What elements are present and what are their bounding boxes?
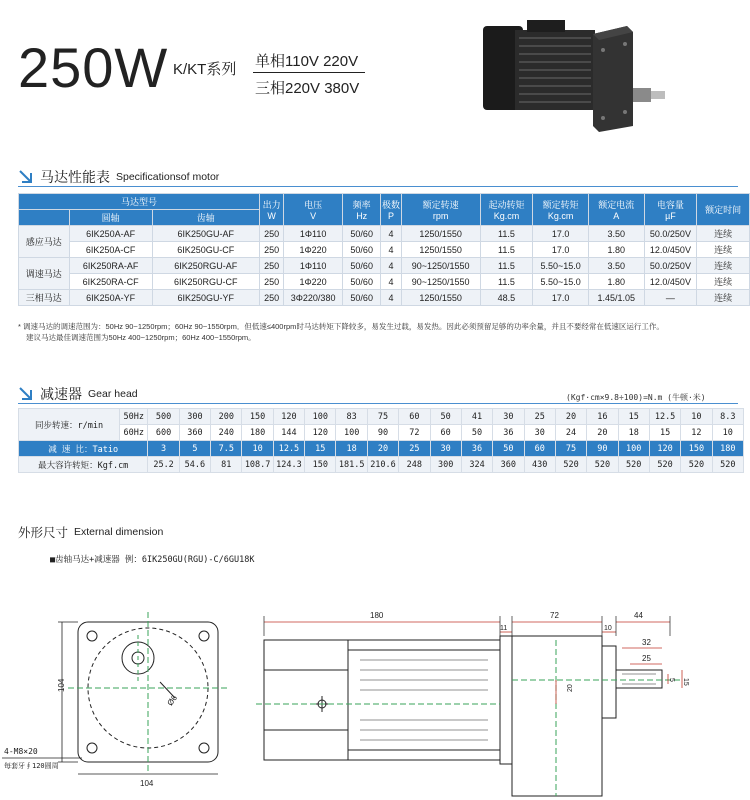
ratio-row-cell: 20 (367, 441, 398, 457)
torque-row-cell: 108.7 (242, 457, 273, 473)
speed-60-row-cell: 144 (273, 425, 304, 441)
header-poles: 极数 P (381, 194, 401, 226)
speed-50-row-cell: 20 (555, 409, 586, 425)
speed-60-row-cell: 10 (712, 425, 743, 441)
speed-60-row-cell: 50 (461, 425, 492, 441)
dim-32: 32 (642, 638, 651, 647)
torque-row-cell: 520 (587, 457, 618, 473)
spec-row (19, 274, 750, 290)
torque-row-cell: 124.3 (273, 457, 304, 473)
spec-group-label: 三相马达 (19, 290, 70, 306)
spec-cell-gear: 6IK250GU-AF (152, 226, 259, 242)
spec-cell-current: 1.80 (588, 274, 644, 290)
speed-60-row-cell: 90 (367, 425, 398, 441)
spec-cell-power: 250 (259, 258, 283, 274)
spec-cell-round: 6IK250A-AF (69, 226, 152, 242)
speed-60-row-cell: 100 (336, 425, 367, 441)
dim-20: 20 (567, 684, 574, 692)
motor-section-heading (18, 167, 219, 187)
bolt-label: 4-M8×20 (4, 747, 38, 756)
dim-44: 44 (634, 611, 643, 620)
speed-50-row-hz: 50Hz (120, 409, 148, 425)
ratio-row-cell: 18 (336, 441, 367, 457)
ratio-row-cell: 180 (712, 441, 743, 457)
voltage-three: 三相220V 380V (255, 80, 360, 97)
ratio-row-cell: 30 (430, 441, 461, 457)
torque-row-cell: 324 (461, 457, 492, 473)
spec-cell-speed: 90~1250/1550 (401, 274, 480, 290)
spec-cell-gear: 6IK250RGU-CF (152, 274, 259, 290)
header-power: 出力 W (259, 194, 283, 226)
speed-60-row-cell: 30 (524, 425, 555, 441)
arrow-down-right-icon (18, 387, 34, 401)
torque-row-label: 最大容许转矩：Kgf.cm (19, 457, 148, 473)
spec-cell-voltage: 3Φ220/380 (284, 290, 343, 306)
speed-60-row-cell: 18 (618, 425, 649, 441)
ratio-row-cell: 36 (461, 441, 492, 457)
gear-section-subtitle: Gear head (88, 388, 138, 400)
speed-50-row-cell: 83 (336, 409, 367, 425)
motor-section-title: 马达性能表 (40, 169, 110, 185)
ratio-row-cell: 10 (242, 441, 273, 457)
ratio-row-cell: 100 (618, 441, 649, 457)
speed-60-row-cell: 12 (681, 425, 712, 441)
ratio-row-cell: 50 (493, 441, 524, 457)
speed-60-row-cell: 60 (430, 425, 461, 441)
spec-cell-cap: 12.0/450V (644, 274, 697, 290)
dimension-section-subtitle: External dimension (74, 526, 164, 538)
header-model: 马达型号 (19, 194, 260, 210)
speed-50-row-cell: 41 (461, 409, 492, 425)
spec-cell-current: 1.45/1.05 (588, 290, 644, 306)
torque-row-cell: 81 (211, 457, 242, 473)
spec-cell-current: 1.80 (588, 242, 644, 258)
spec-cell-time: 连续 (697, 226, 750, 242)
header-rated-current: 额定电流 A (588, 194, 644, 226)
spec-cell-rated: 5.50~15.0 (533, 258, 589, 274)
spec-cell-rated: 17.0 (533, 242, 589, 258)
speed-50-row-cell: 12.5 (649, 409, 680, 425)
voltage-divider (253, 72, 365, 73)
speed-60-row-cell: 72 (399, 425, 430, 441)
spec-cell-poles: 4 (381, 274, 401, 290)
speed-60-row-cell: 20 (587, 425, 618, 441)
dimension-section-heading (18, 523, 163, 541)
spec-cell-freq: 50/60 (342, 258, 380, 274)
gear-unit-note: (Kgf·cm×9.8÷100)=N.m (牛顿·米) (566, 393, 706, 402)
spec-cell-rated: 17.0 (533, 290, 589, 306)
spec-cell-voltage: 1Φ220 (284, 242, 343, 258)
speed-note: * 调速马达的调速范围为：50Hz 90~1250rpm；60Hz 90~1550rpm．但低速≤400rpm时马达转矩下降较多，易发生过载，易发热。因此必须预留足够的功率余量，并且不要经常在低速区运行工作。 (18, 322, 664, 331)
spec-cell-round: 6IK250RA-CF (69, 274, 152, 290)
header-rated-time: 额定时间 (697, 194, 750, 226)
speed-60-row-cell: 120 (305, 425, 336, 441)
spec-cell-gear: 6IK250RGU-AF (152, 258, 259, 274)
front-width-label: 104 (140, 779, 154, 788)
speed-50-row-cell: 300 (179, 409, 210, 425)
front-height-label: 104 (57, 678, 66, 692)
spec-cell-cap: 50.0/250V (644, 258, 697, 274)
speed-60-row-cell: 360 (179, 425, 210, 441)
torque-row-cell: 210.6 (367, 457, 398, 473)
ratio-row (19, 441, 744, 457)
speed-50-row-cell: 100 (305, 409, 336, 425)
speed-60-row-hz: 60Hz (120, 425, 148, 441)
spec-cell-cap: — (644, 290, 697, 306)
spec-cell-time: 连续 (697, 258, 750, 274)
speed-50-row-label: 同步转速：r/min (19, 409, 120, 441)
spec-cell-poles: 4 (381, 226, 401, 242)
gear-table (18, 408, 744, 473)
dimension-caption: ■齿轴马达+减速器 例：6IK250GU(RGU)-C/6GU18K (50, 555, 255, 565)
spec-cell-time: 连续 (697, 242, 750, 258)
speed-50-row-cell: 25 (524, 409, 555, 425)
spec-cell-freq: 50/60 (342, 290, 380, 306)
torque-row-cell: 25.2 (148, 457, 179, 473)
spec-cell-freq: 50/60 (342, 274, 380, 290)
speed-60-row-cell: 24 (555, 425, 586, 441)
speed-50-row-cell: 30 (493, 409, 524, 425)
spec-cell-cap: 12.0/450V (644, 242, 697, 258)
speed-60-row-cell: 180 (242, 425, 273, 441)
speed-50-row-cell: 500 (148, 409, 179, 425)
gear-section-rule (18, 403, 738, 404)
ratio-row-cell: 12.5 (273, 441, 304, 457)
spec-cell-speed: 1250/1550 (401, 290, 480, 306)
ratio-row-cell: 7.5 (211, 441, 242, 457)
shaft-phi-label: Ø6 (165, 693, 180, 708)
header-freq: 频率 Hz (342, 194, 380, 226)
ratio-row-cell: 3 (148, 441, 179, 457)
spec-cell-speed: 1250/1550 (401, 242, 480, 258)
motor-spec-table (18, 193, 750, 306)
gear-section-heading (18, 384, 138, 404)
speed-note-2: 建议马达最佳调速范围为50Hz 400~1250rpm；60Hz 400~1550rpm。 (26, 333, 256, 342)
speed-60-row-cell: 36 (493, 425, 524, 441)
speed-60-row-cell: 15 (649, 425, 680, 441)
dim-72: 72 (550, 611, 559, 620)
torque-row-cell: 520 (649, 457, 680, 473)
spec-cell-freq: 50/60 (342, 226, 380, 242)
series-label: K/KT系列 (173, 61, 237, 78)
arrow-down-right-icon (18, 170, 34, 184)
spec-cell-rated: 5.50~15.0 (533, 274, 589, 290)
spec-cell-voltage: 1Φ110 (284, 258, 343, 274)
power-title: 250W (18, 36, 169, 99)
spec-cell-power: 250 (259, 242, 283, 258)
gear-section-title: 减速器 (40, 386, 82, 402)
spec-cell-gear: 6IK250GU-CF (152, 242, 259, 258)
dimension-section-title: 外形尺寸 (18, 526, 69, 540)
voltage-single: 单相110V 220V (255, 53, 359, 70)
dim-5: 5 (668, 678, 675, 682)
speed-50-row-cell: 10 (681, 409, 712, 425)
motor-product-image (475, 14, 675, 144)
ratio-row-cell: 15 (305, 441, 336, 457)
spec-cell-round: 6IK250RA-AF (69, 258, 152, 274)
spec-cell-time: 连续 (697, 290, 750, 306)
speed-50-row-cell: 150 (242, 409, 273, 425)
header-type (19, 210, 70, 226)
spec-cell-start: 11.5 (480, 258, 533, 274)
ratio-row-cell: 75 (555, 441, 586, 457)
torque-row-cell: 248 (399, 457, 430, 473)
dim-25: 25 (642, 654, 651, 663)
spec-cell-current: 3.50 (588, 226, 644, 242)
spec-cell-speed: 1250/1550 (401, 226, 480, 242)
torque-row-cell: 360 (493, 457, 524, 473)
spec-cell-power: 250 (259, 290, 283, 306)
spec-cell-cap: 50.0/250V (644, 226, 697, 242)
spec-cell-speed: 90~1250/1550 (401, 258, 480, 274)
torque-row-cell: 54.6 (179, 457, 210, 473)
ratio-row-cell: 60 (524, 441, 555, 457)
torque-row (19, 457, 744, 473)
spec-cell-start: 48.5 (480, 290, 533, 306)
speed-50-row-cell: 200 (211, 409, 242, 425)
speed-50-row-cell: 120 (273, 409, 304, 425)
spec-row (19, 258, 750, 274)
speed-50-row-cell: 8.3 (712, 409, 743, 425)
spec-cell-voltage: 1Φ110 (284, 226, 343, 242)
torque-row-cell: 520 (681, 457, 712, 473)
torque-row-cell: 300 (430, 457, 461, 473)
spec-cell-time: 连续 (697, 274, 750, 290)
header-start-torque: 起动转矩 Kg.cm (480, 194, 533, 226)
ratio-row-cell: 5 (179, 441, 210, 457)
header-capacitance: 电容量 µF (644, 194, 697, 226)
dim-11: 11 (500, 625, 508, 632)
speed-50-row-cell: 16 (587, 409, 618, 425)
speed-60-row-cell: 240 (211, 425, 242, 441)
bolt-note: 每套牙∮120圆周 (4, 762, 59, 770)
speed-60-row (19, 425, 744, 441)
header-round-shaft: 圆轴 (69, 210, 152, 226)
ratio-row-cell: 90 (587, 441, 618, 457)
side-view-drawing (250, 600, 750, 800)
speed-50-row-cell: 75 (367, 409, 398, 425)
spec-cell-rated: 17.0 (533, 226, 589, 242)
spec-cell-start: 11.5 (480, 274, 533, 290)
torque-row-cell: 520 (555, 457, 586, 473)
ratio-row-cell: 120 (649, 441, 680, 457)
speed-50-row-cell: 60 (399, 409, 430, 425)
dim-15: 15 (682, 678, 689, 686)
spec-cell-poles: 4 (381, 290, 401, 306)
torque-row-cell: 520 (618, 457, 649, 473)
spec-row (19, 226, 750, 242)
header-voltage: 电压 V (284, 194, 343, 226)
spec-cell-round: 6IK250A-CF (69, 242, 152, 258)
spec-cell-current: 3.50 (588, 258, 644, 274)
torque-row-cell: 150 (305, 457, 336, 473)
header-gear-shaft: 齿轴 (152, 210, 259, 226)
spec-row (19, 290, 750, 306)
spec-cell-round: 6IK250A-YF (69, 290, 152, 306)
dim-10: 10 (604, 625, 612, 632)
header-rated-speed: 额定转速 rpm (401, 194, 480, 226)
spec-cell-start: 11.5 (480, 226, 533, 242)
motor-section-subtitle: Specificationsof motor (116, 171, 220, 183)
spec-cell-gear: 6IK250GU-YF (152, 290, 259, 306)
torque-row-cell: 430 (524, 457, 555, 473)
spec-cell-power: 250 (259, 274, 283, 290)
header-rated-torque: 额定转矩 Kg.cm (533, 194, 589, 226)
spec-cell-poles: 4 (381, 258, 401, 274)
spec-cell-poles: 4 (381, 242, 401, 258)
spec-cell-freq: 50/60 (342, 242, 380, 258)
front-view-drawing (0, 600, 240, 800)
speed-50-row (19, 409, 744, 425)
dim-180: 180 (370, 611, 384, 620)
spec-group-label: 感应马达 (19, 226, 70, 258)
motor-section-rule (18, 186, 738, 187)
spec-group-label: 调速马达 (19, 258, 70, 290)
speed-50-row-cell: 15 (618, 409, 649, 425)
spec-row (19, 242, 750, 258)
speed-50-row-cell: 50 (430, 409, 461, 425)
torque-row-cell: 181.5 (336, 457, 367, 473)
speed-60-row-cell: 600 (148, 425, 179, 441)
spec-cell-voltage: 1Φ220 (284, 274, 343, 290)
ratio-row-cell: 150 (681, 441, 712, 457)
spec-cell-power: 250 (259, 226, 283, 242)
spec-cell-start: 11.5 (480, 242, 533, 258)
ratio-row-label: 减 速 比：Tatio (19, 441, 148, 457)
torque-row-cell: 520 (712, 457, 743, 473)
ratio-row-cell: 25 (399, 441, 430, 457)
